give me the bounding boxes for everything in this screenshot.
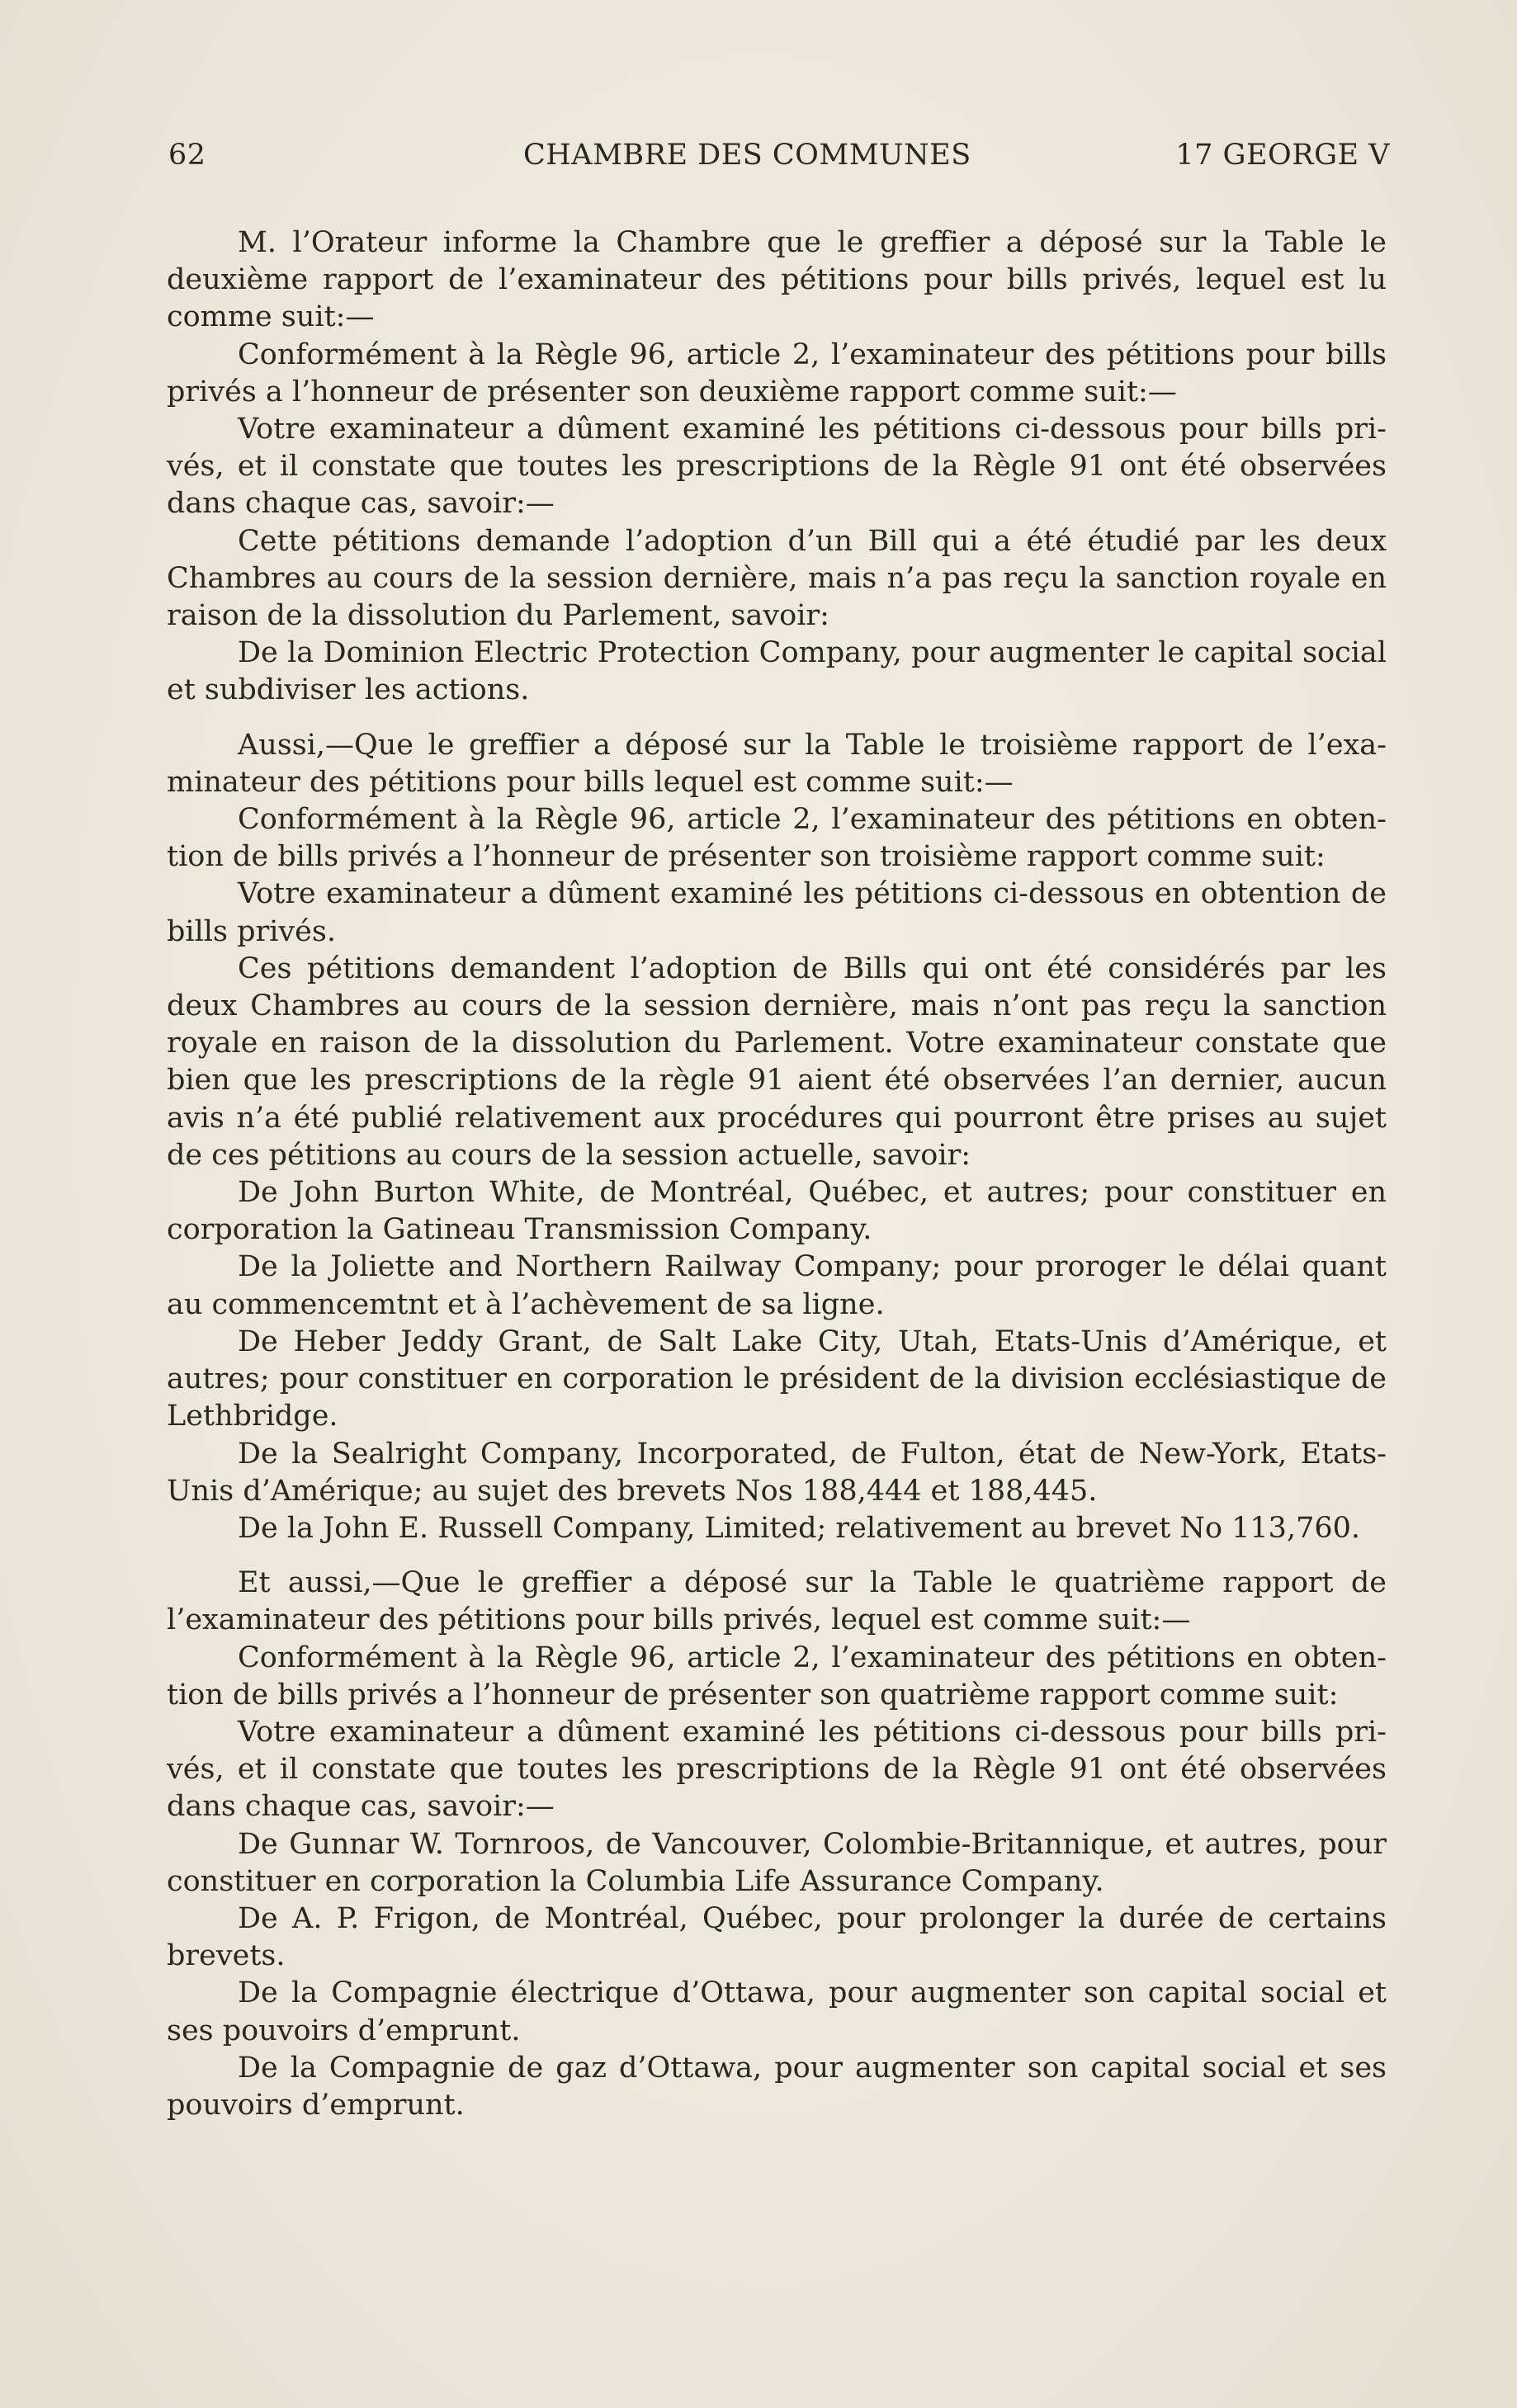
petition-entry: De Heber Jeddy Grant, de Salt Lake City, Utah, Etats-Unis d’Amérique, et autres; pour constituer en corporation le président de la division ecclésiastique de Lethbridge. xyxy=(167,1324,1387,1433)
body-text xyxy=(167,224,1387,2124)
paragraph: Votre examinateur a dûment examiné les pétitions ci-dessous pour bills privés, et il constate que toutes les prescriptions de la Règle 91 ont été observées dans chaque cas, savoir:— xyxy=(167,1715,1387,1824)
paragraph-third-report-intro: Aussi,—Que le greffier a déposé sur la Table le troisième rapport de l’examinateur des pétitions pour bills lequel est comme suit:— xyxy=(167,728,1387,799)
running-header xyxy=(168,135,1390,175)
paragraph: Conformément à la Règle 96, article 2, l’examinateur des pétitions pour bills privés a l’honneur de présenter son deuxième rapport comme suit:— xyxy=(167,338,1387,408)
petition-entry: De la John E. Russell Company, Limited; relativement au brevet No 113,760. xyxy=(238,1511,1361,1545)
paragraph: Conformément à la Règle 96, article 2, l’examinateur des pétitions en obtention de bills privés a l’honneur de présenter son quatrième rapport comme suit: xyxy=(167,1641,1387,1712)
paragraph: Votre examinateur a dûment examiné les pétitions ci-dessous en obtention de bills privés. xyxy=(167,877,1387,948)
petition-entry: De la Sealright Company, Incorporated, de Fulton, état de New-York, Etats-Unis d’Amérique; au sujet des brevets Nos 188,444 et 188,445. xyxy=(167,1437,1387,1508)
journal-title: CHAMBRE DES COMMUNES xyxy=(523,139,971,172)
reign-label: 17 GEORGE V xyxy=(1175,139,1390,172)
petition-entry: De la Joliette and Northern Railway Company; pour proroger le délai quant au commencemtnt et à l’achèvement de sa ligne. xyxy=(167,1250,1387,1321)
petition-entry: De John Burton White, de Montréal, Québec, et autres; pour constituer en corporation la Gatineau Transmission Company. xyxy=(167,1176,1387,1247)
paragraph: Ces pétitions demandent l’adoption de Bills qui ont été considérés par les deux Chambres au cours de la session dernière, mais n’ont pas reçu la sanction royale en raison de la dissolution du Parlement. Votre examinateur constate que bien que les prescriptions de la règle 91 aient été observées l’an dernier, aucun avis n’a été publié relativement aux procédures qui pourront être prises au sujet de ces pétitions au cours de la session actuelle, savoir: xyxy=(167,951,1387,1172)
petition-entry: De la Dominion Electric Protection Company, pour augmenter le capital social et subdiviser les actions. xyxy=(167,636,1387,707)
petition-entry: De la Compagnie de gaz d’Ottawa, pour augmenter son capital social et ses pouvoirs d’emprunt. xyxy=(167,2051,1387,2122)
petition-entry: De la Compagnie électrique d’Ottawa, pour augmenter son capital social et ses pouvoirs d’emprunt. xyxy=(167,1976,1387,2047)
petition-entry: De A. P. Frigon, de Montréal, Québec, pour prolonger la durée de certains brevets. xyxy=(167,1901,1387,1973)
paragraph: Conformément à la Règle 96, article 2, l’examinateur des pétitions en obtention de bills privés a l’honneur de présenter son troisième rapport comme suit: xyxy=(167,803,1387,874)
petition-entry: De Gunnar W. Tornroos, de Vancouver, Colombie-Britannique, et autres, pour constituer en corporation la Columbia Life Assurance Company. xyxy=(167,1827,1387,1898)
paragraph-second-report-intro: M. l’Orateur informe la Chambre que le greffier a déposé sur la Table le deuxième rapport de l’examinateur des pétitions pour bills privés, lequel est lu comme suit:— xyxy=(167,226,1387,334)
page-number: 62 xyxy=(168,139,206,172)
paragraph-fourth-report-intro: Et aussi,—Que le greffier a déposé sur la Table le quatrième rapport de l’examinateur des pétitions pour bills privés, lequel est comme suit:— xyxy=(167,1566,1387,1637)
paragraph: Cette pétitions demande l’adoption d’un Bill qui a été étudié par les deux Chambres au cours de la session dernière, mais n’a pas reçu la sanction royale en raison de la dissolution du Parlement, savoir: xyxy=(167,524,1387,633)
paragraph: Votre examinateur a dûment examiné les pétitions ci-dessous pour bills privés, et il constate que toutes les prescriptions de la Règle 91 ont été observées dans chaque cas, savoir:— xyxy=(167,413,1387,521)
